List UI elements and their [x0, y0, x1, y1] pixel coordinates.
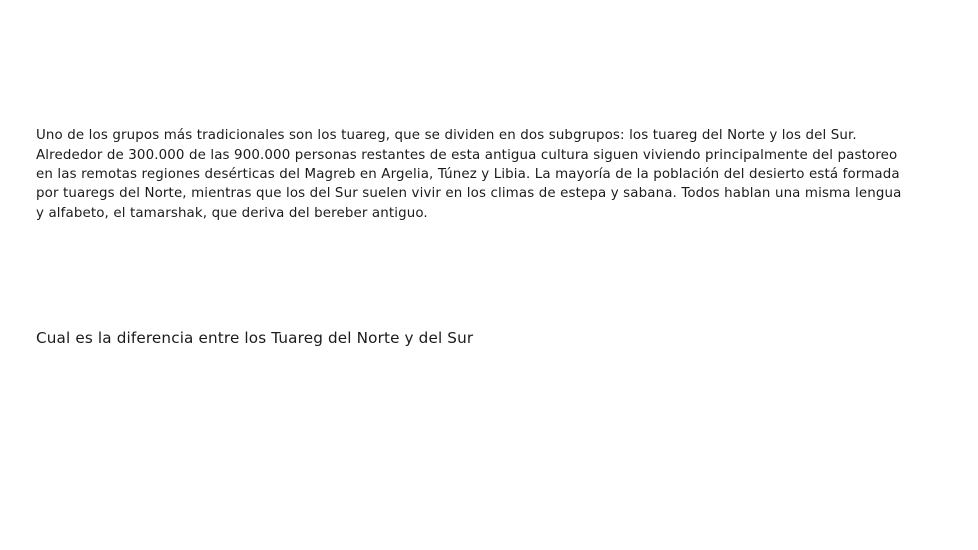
question-text: Cual es la diferencia entre los Tuareg del Norte y del Sur [36, 329, 474, 348]
passage-text: Uno de los grupos más tradicionales son los tuareg, que se dividen en dos subgrupos: los tuareg del Norte y los del Sur. Alrededor de 300.000 de las 900.000 personas restantes de esta antigua cultura siguen viviendo principalmente del pastoreo en las remotas regiones desérticas del Magreb en Argelia, Túnez y Libia. La mayoría de la población del desierto está formada por tuaregs del Norte, mientras que los del Sur suelen vivir en los climas de estepa y sabana. Todos hablan una misma lengua y alfabeto, el tamarshak, que deriva del bereber antiguo. [36, 128, 902, 221]
